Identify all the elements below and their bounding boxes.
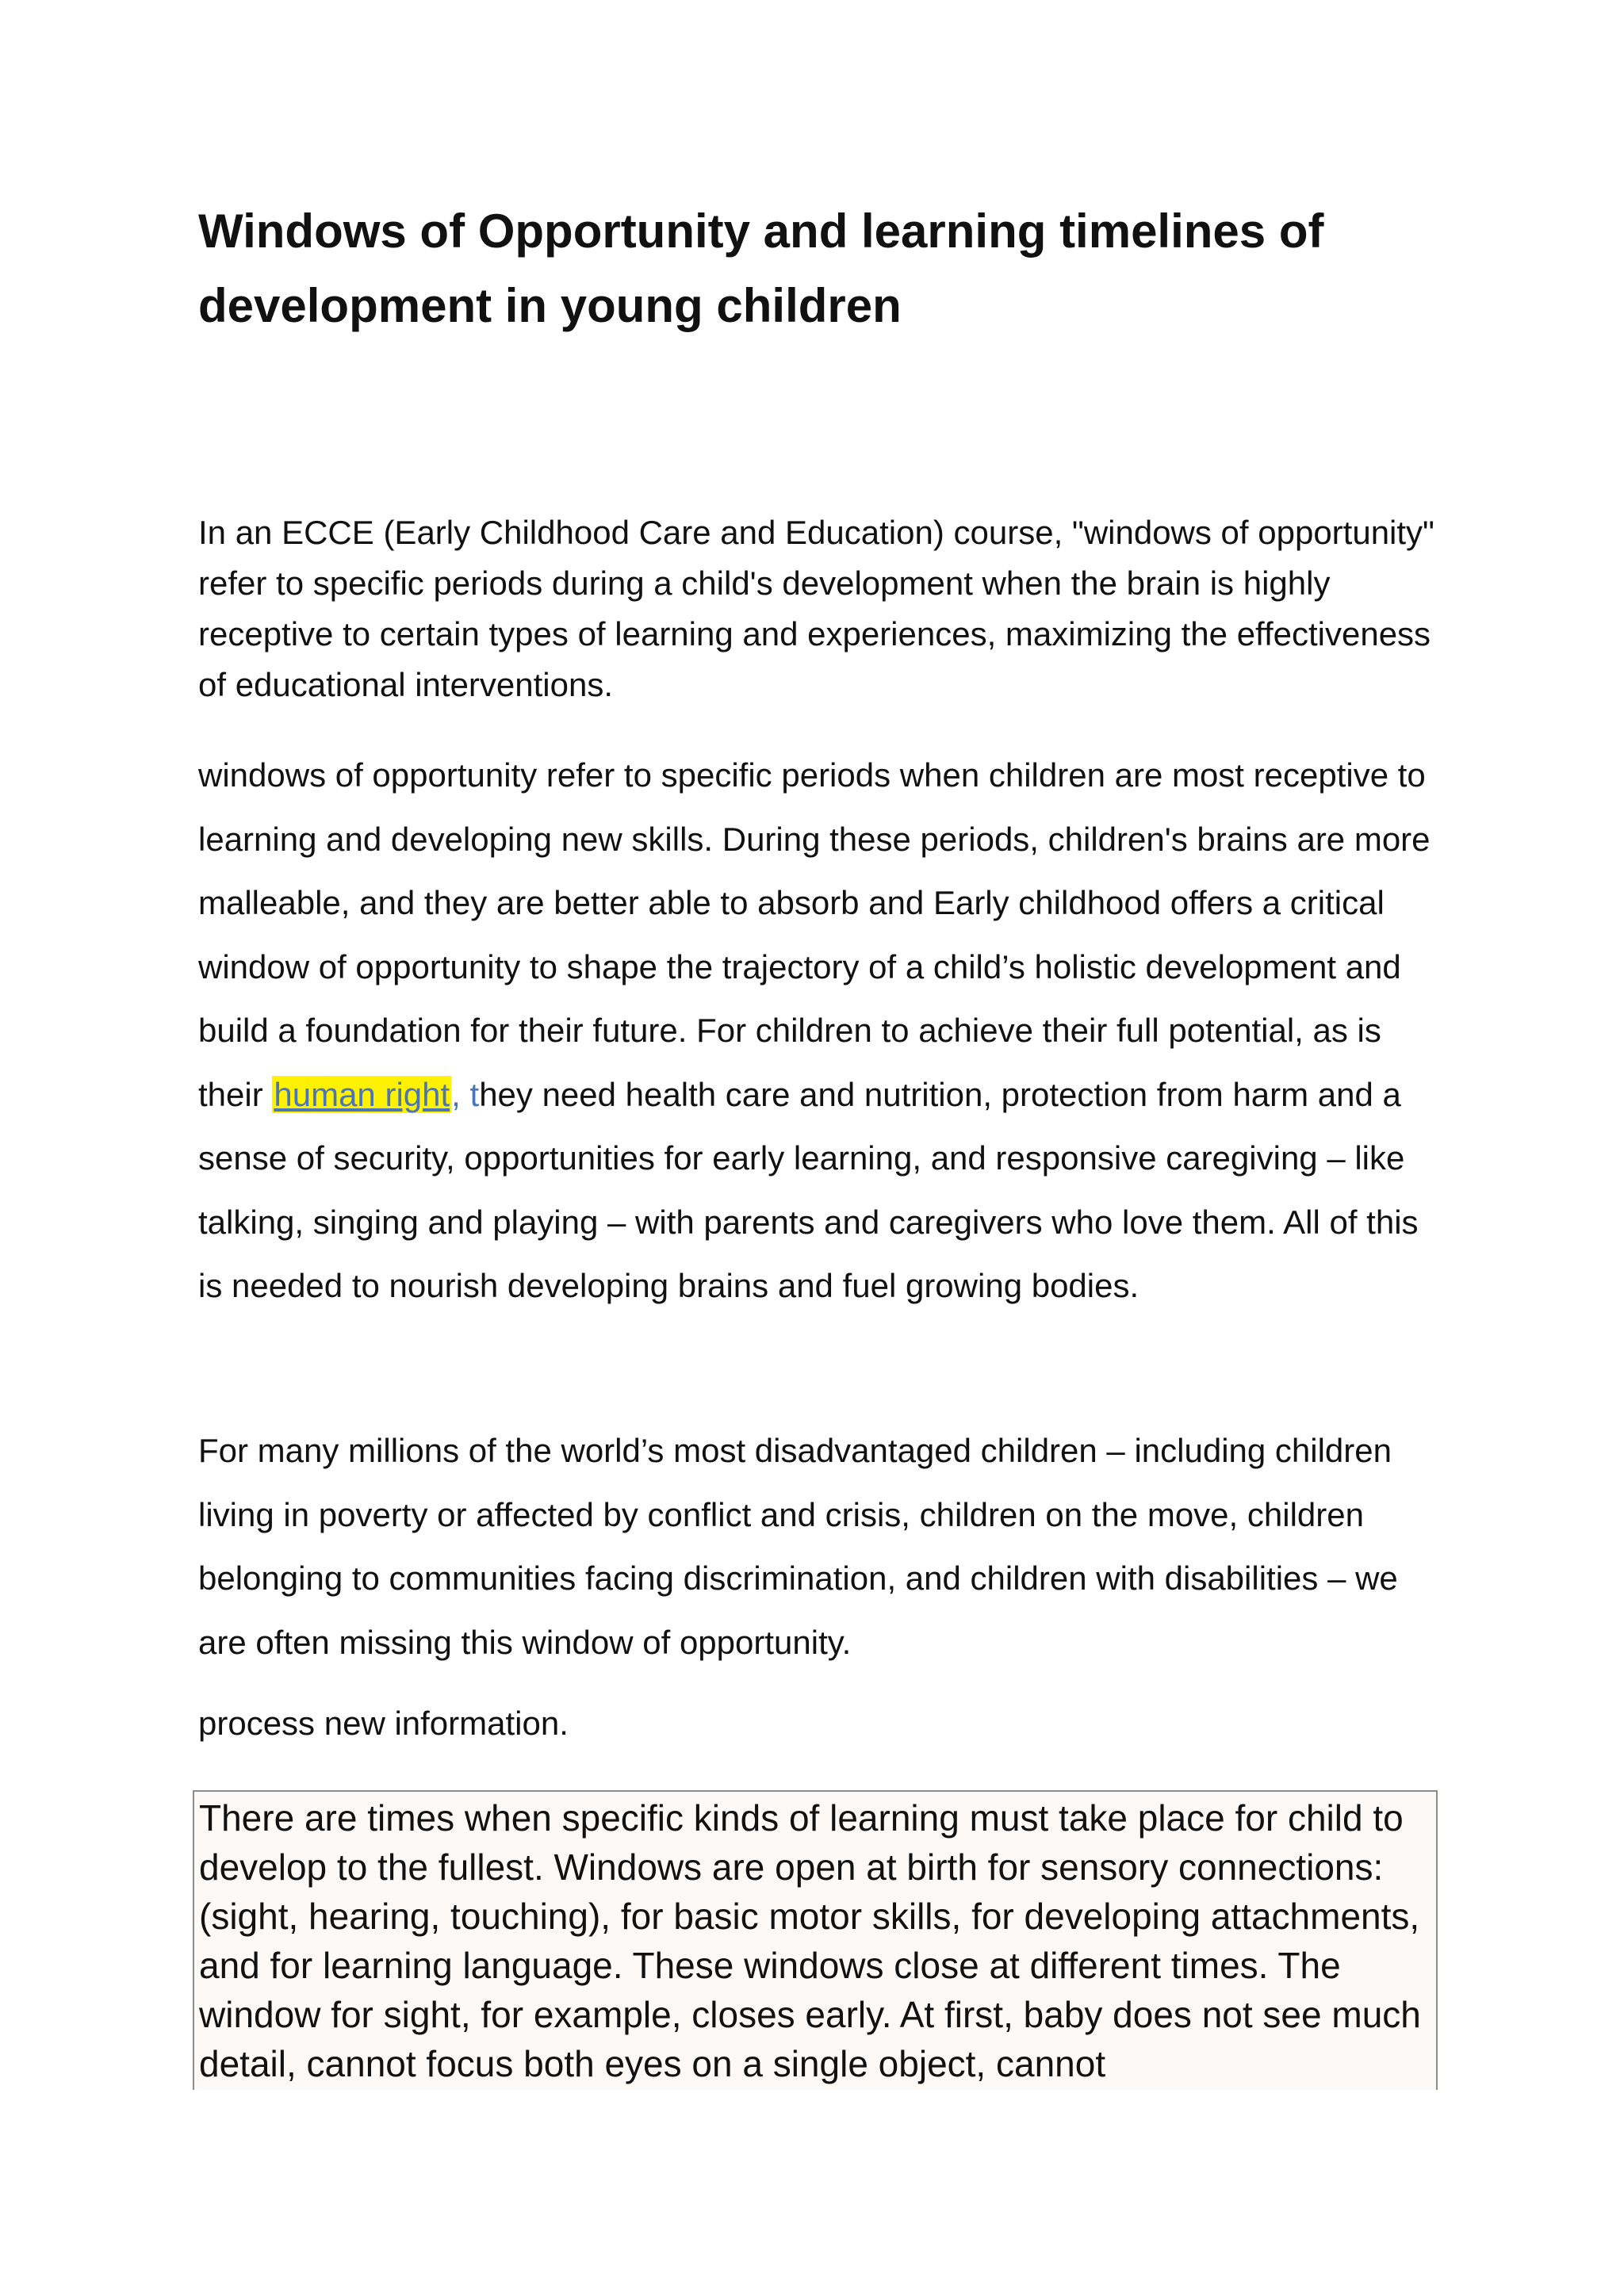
- disadvantaged-children-paragraph: For many millions of the world’s most disadvantaged children – including children living in poverty or affected by conflict and crisis, children on the move, children belonging to communities facing discrimination, and children with disabilities – we are often missing this window of opportunity.: [198, 1432, 1398, 1661]
- boxed-text: There are times when specific kinds of learning must take place for child to develop to the fullest. Windows are open at birth for sensory connections: (sight, hearing, touching), for basic motor skills, for developing attachments, and for learning language. These windows close at different times. The window for sight, for example, closes early. At first, baby does not see much detail, cannot focus both eyes on a single object, cannot: [199, 1797, 1421, 2084]
- link-comma: ,: [451, 1075, 461, 1113]
- process-line: process new information.: [198, 1705, 569, 1742]
- windows-text-after-link: hey need health care and nutrition, protection from harm and a sense of security, opportunities for early learning, and responsive caregiving – like talking, singing and playing – with parents and caregivers who love them. All of this is needed to nourish developing brains and fuel growing bodies.: [198, 1075, 1419, 1304]
- windows-paragraph: [198, 744, 1435, 1318]
- page-title: Windows of Opportunity and learning timelines of development in young children: [198, 205, 1324, 332]
- link-trailing-char: t: [460, 1075, 480, 1113]
- boxed-text-frame: [193, 1790, 1438, 2090]
- windows-text-before-link: windows of opportunity refer to specific periods when children are most receptive to learning and developing new skills. During these periods, children's brains are more malleable, and they are better able to absorb and Early childhood offers a critical window of opportunity to shape the trajectory of a child’s holistic development and build a foundation for their future. For children to achieve their full potential, as is their: [198, 756, 1431, 1113]
- human-right-link[interactable]: human right: [274, 1075, 450, 1113]
- intro-paragraph: In an ECCE (Early Childhood Care and Education) course, "windows of opportunity" refer to specific periods during a child's development when the brain is highly receptive to certain types of learning and experiences, maximizing the effectiveness of educational interventions.: [198, 514, 1434, 703]
